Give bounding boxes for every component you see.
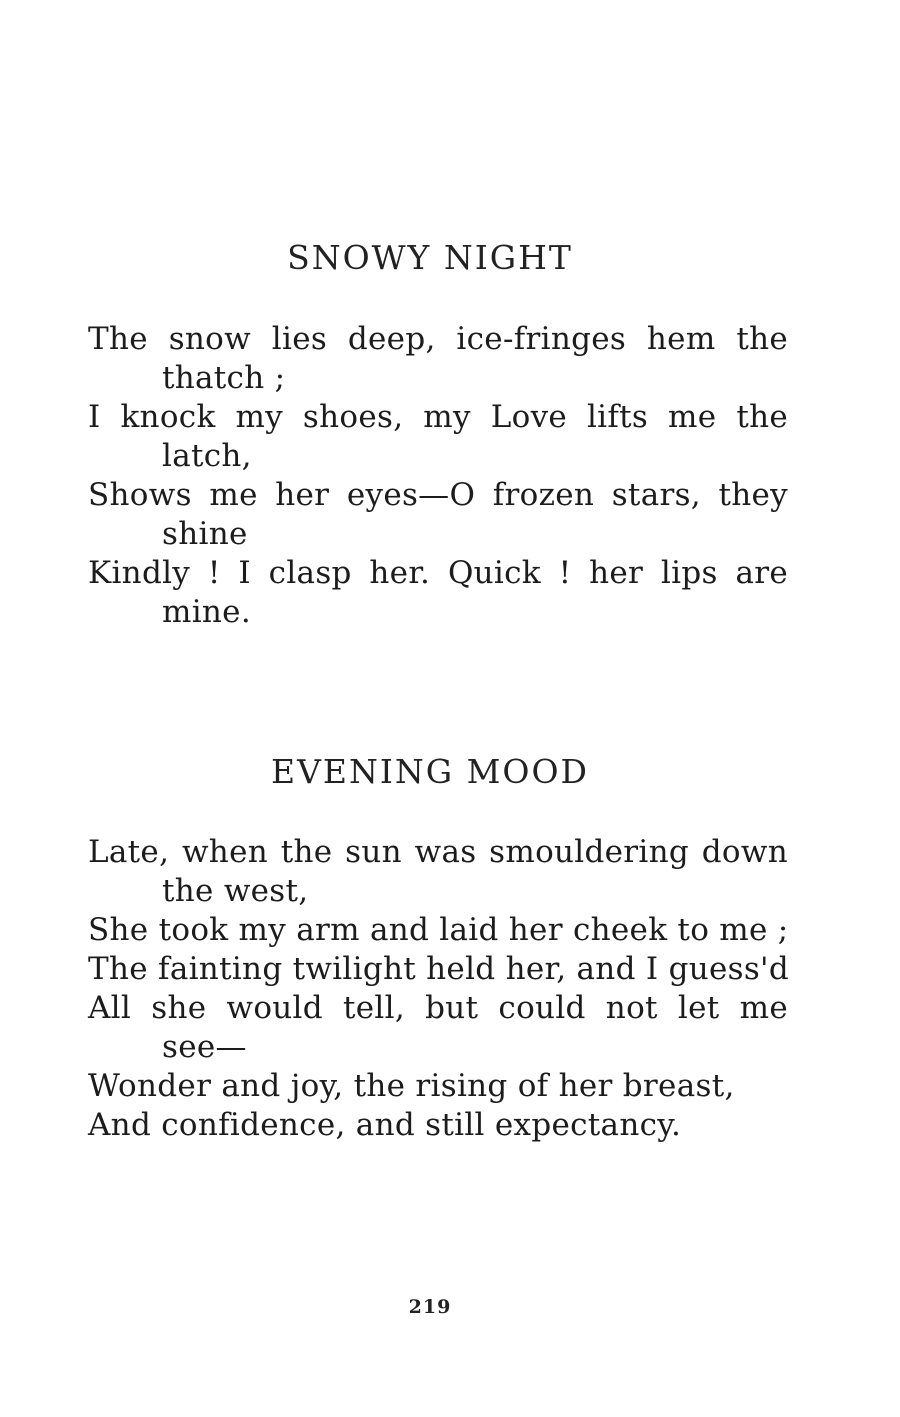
poem-title-snowy-night: SNOWY NIGHT [287, 238, 573, 277]
poem-line: I knock my shoes, my Love lifts me the [88, 399, 788, 435]
poem-line-continuation: the west, [162, 873, 309, 909]
poem-line: And confidence, and still expectancy. [88, 1107, 682, 1143]
poem-line: Late, when the sun was smouldering down [88, 834, 788, 870]
poem-line: The snow lies deep, ice-fringes hem the [88, 321, 788, 357]
poem-line: Wonder and joy, the rising of her breast, [88, 1068, 735, 1104]
poem-body-snowy-night [88, 320, 788, 632]
poem-line: All she would tell, but could not let me [88, 990, 788, 1026]
poem-line-continuation: thatch ; [162, 360, 286, 396]
poem-line: The fainting twilight held her, and I guess'd [88, 951, 790, 987]
poem-line-continuation: shine [162, 516, 248, 552]
poem-line-continuation: mine. [162, 594, 251, 630]
poem-title-evening-mood: EVENING MOOD [270, 752, 589, 791]
poem-line: She took my arm and laid her cheek to me ; [88, 912, 789, 948]
poem-line-continuation: latch, [162, 438, 252, 474]
poem-line: Kindly ! I clasp her. Quick ! her lips are [88, 555, 788, 591]
poem-body-evening-mood [88, 833, 788, 1145]
poem-line: Shows me her eyes—O frozen stars, they [88, 477, 788, 513]
page-number: 219 [408, 1296, 452, 1318]
poem-line-continuation: see— [162, 1029, 247, 1065]
